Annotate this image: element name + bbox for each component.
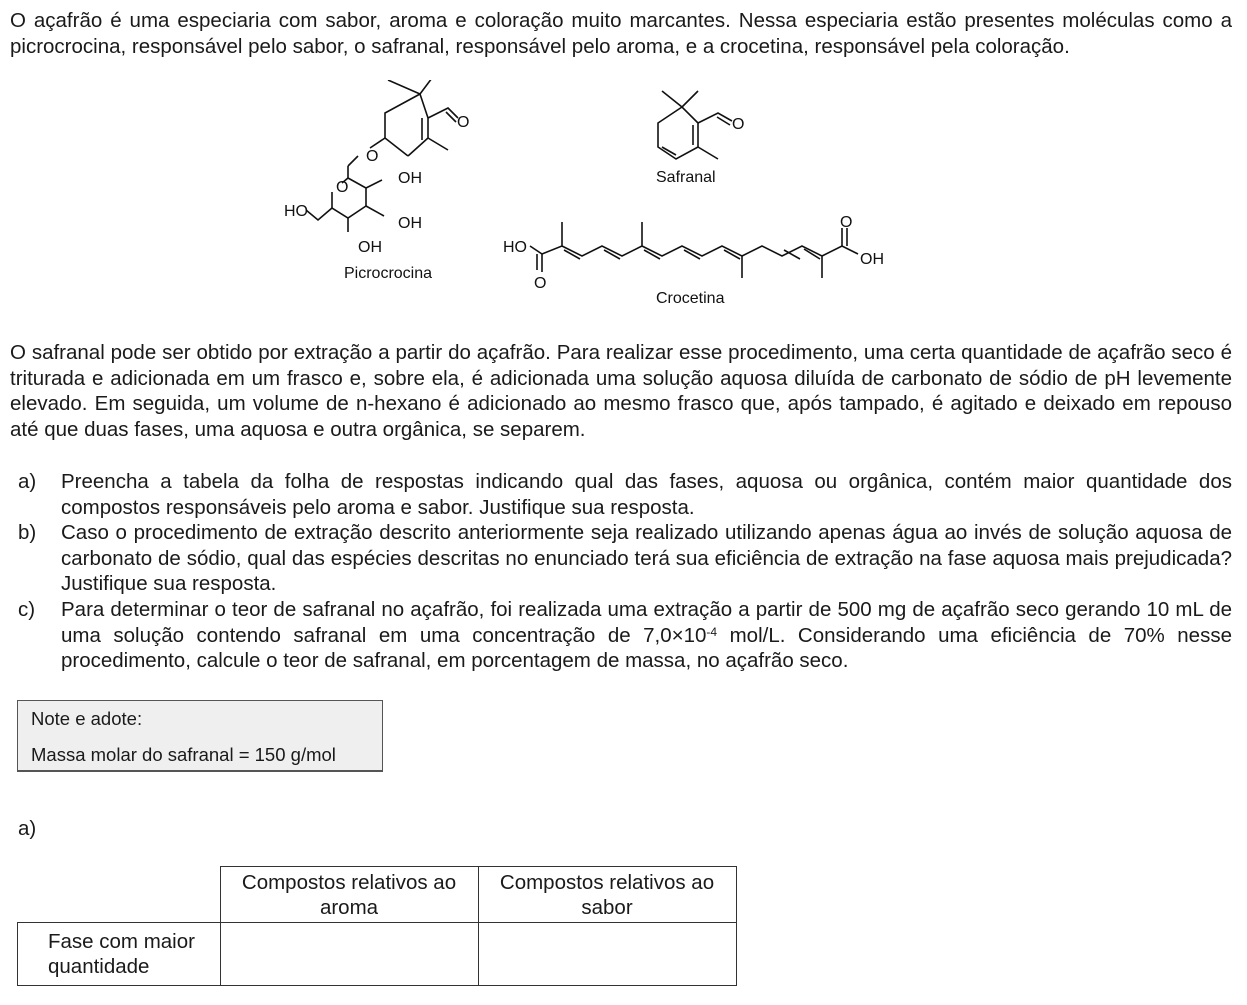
answer-table-header-sabor: Compostos relativos ao sabor [478,867,736,923]
question-c-text [61,597,1232,674]
crocetina-structure [500,212,900,312]
answer-cell-aroma[interactable] [220,923,478,986]
safranal-label: Safranal [656,169,716,186]
picro-oh-1: OH [398,170,422,187]
note-box [17,700,383,772]
safranal-o: O [732,116,745,133]
question-c-text-1: Para determinar o teor de safranal no açafrão, foi realizada uma extração a partir de 500 mg de açafrão seco gerando 10 mL de uma solução contendo safranal em uma concentração de 7,0×10 [61,598,1232,647]
question-c-exponent: -4 [706,624,718,639]
picro-o-glyc: O [366,148,379,165]
note-line: Massa molar do safranal = 150 g/mol [31,744,336,765]
answer-cell-sabor[interactable] [478,923,736,986]
picro-o-ald: O [457,114,470,131]
question-b-label: b) [18,521,37,544]
picrocrocina-structure [270,80,490,290]
question-b-text: Caso o procedimento de extração descrito anteriormente seja realizado utilizando apenas água ao invés de solução aquosa de carbonato de sódio, qual das espécies descritas no enunciado terá sua eficiência de extração na fase aquosa mais prejudicada? Justifique sua resposta. [61,521,1232,595]
answer-table-corner [18,867,221,923]
crocetina-o-left: O [534,275,547,292]
question-b [18,520,1232,597]
question-c-label: c) [18,598,36,621]
question-a [18,469,1232,520]
question-c [18,597,1232,674]
picrocrocina-label: Picrocrocina [344,265,433,282]
crocetina-label: Crocetina [656,290,725,307]
crocetina-ho: HO [503,239,527,256]
answer-table-row-label: Fase com maior quantidade [18,923,221,986]
question-a-text: Preencha a tabela da folha de respostas indicando qual das fases, aquosa ou orgânica, contém maior quantidade dos compostos responsáveis pelo aroma e sabor. Justifique sua resposta. [61,470,1232,519]
picro-oh-3: OH [358,239,382,256]
answer-table-header-aroma: Compostos relativos ao aroma [220,867,478,923]
procedure-paragraph: O safranal pode ser obtido por extração a partir do açafrão. Para realizar esse procedimento, uma certa quantidade de açafrão seco é triturada e adicionada em um frasco e, sobre ela, é adicionada uma solução aquosa diluída de carbonato de sódio de pH levemente elevado. Em seguida, um volume de n-hexano é adicionado ao mesmo frasco que, após tampado, é agitado e deixado em repouso até que duas fases, uma aquosa e outra orgânica, se separem. [10,341,1232,441]
question-c-text-2: mol/L. Considerando uma eficiência de 70% nesse procedimento, calcule o teor de safranal, em porcentagem de massa, no açafrão seco. [61,623,1232,672]
crocetina-oh: OH [860,251,884,268]
question-a-label: a) [18,470,37,493]
picro-ho: HO [284,203,308,220]
note-title: Note e adote: [31,708,143,729]
answer-a-label: a) [18,817,37,840]
answer-table [17,866,737,986]
crocetina-o-right: O [840,214,853,231]
picro-oh-2: OH [398,215,422,232]
picro-o-ring: O [336,179,349,196]
safranal-structure [640,85,760,190]
intro-paragraph: O açafrão é uma especiaria com sabor, aroma e coloração muito marcantes. Nessa especiaria estão presentes moléculas como a picrocrocina, responsável pelo sabor, o safranal, responsável pelo aroma, e a crocetina, responsável pela coloração. [10,9,1232,58]
